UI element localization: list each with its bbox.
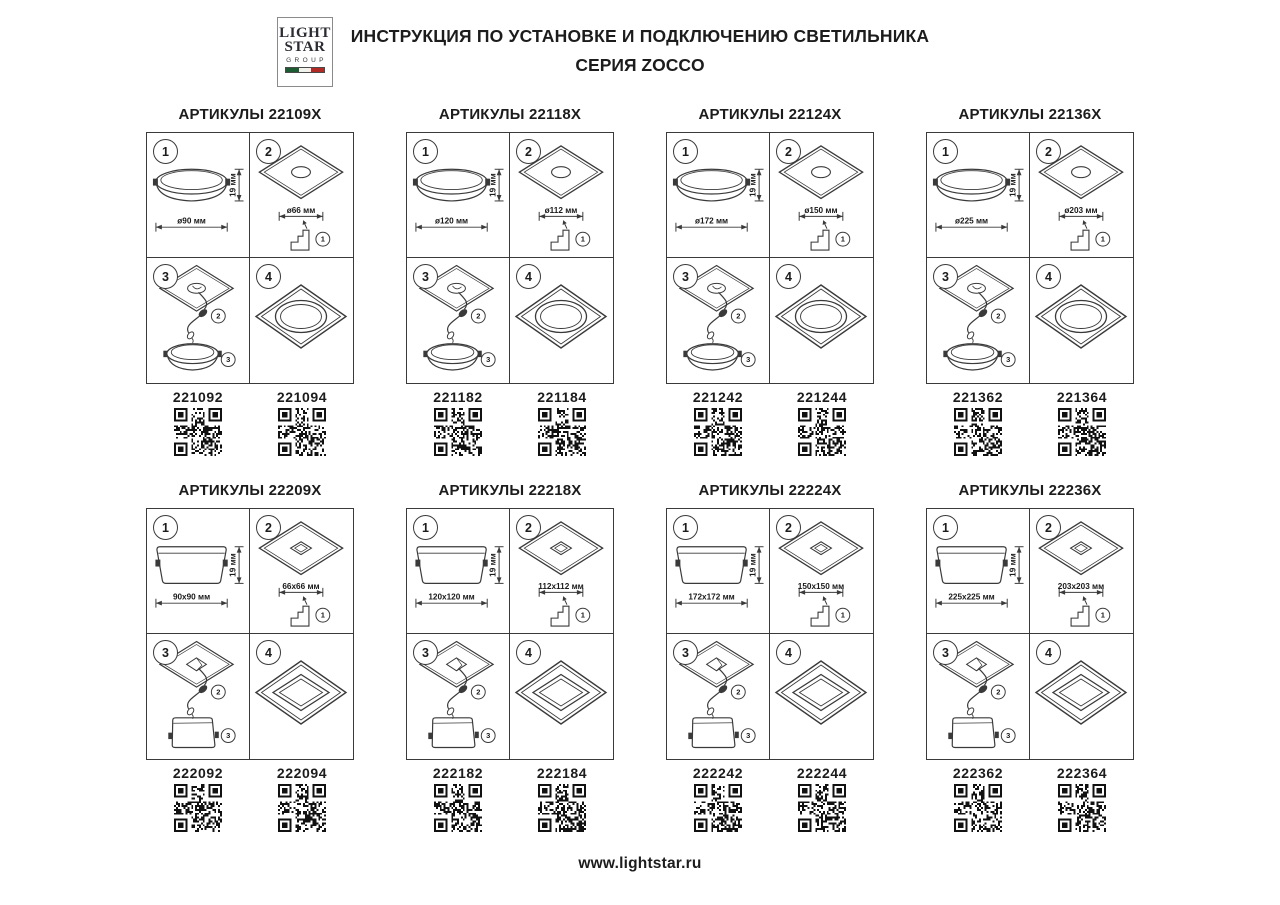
step4-installed-cell	[510, 634, 613, 759]
step1-fixture-dimensions-cell	[927, 509, 1030, 634]
dimension-label: 225x225 мм	[948, 592, 995, 602]
step2-ceiling-cutout-cell	[1030, 133, 1133, 258]
instruction-steps-box	[926, 508, 1134, 760]
article-number: 222184	[536, 765, 588, 781]
article-variant	[1030, 389, 1134, 456]
dimension-label: ø203 мм	[1064, 205, 1098, 215]
step-number-4: 4	[1036, 264, 1061, 289]
article-variant	[146, 389, 250, 456]
qr-code	[954, 408, 1002, 456]
dimension-label: ø120 мм	[435, 216, 469, 226]
article-number: 222362	[952, 765, 1004, 781]
step-number-1: 1	[673, 515, 698, 540]
step1-fixture-dimensions-cell	[667, 509, 770, 634]
step-number-2: 2	[516, 139, 541, 164]
qr-code	[174, 408, 222, 456]
step-number-2: 2	[256, 515, 281, 540]
article-variant	[770, 765, 874, 832]
dimension-label: 19 мм	[488, 173, 498, 197]
step-number-3: 3	[153, 640, 178, 665]
panel-articles-title: АРТИКУЛЫ 22124X	[698, 106, 842, 123]
step1-fixture-dimensions-cell	[927, 133, 1030, 258]
product-panel	[926, 482, 1134, 832]
dimension-label: ø150 мм	[804, 205, 838, 215]
step-number-2: 2	[256, 139, 281, 164]
step2-ceiling-cutout-cell	[510, 133, 613, 258]
qr-code	[278, 408, 326, 456]
dimension-label: ø225 мм	[955, 216, 989, 226]
callout-number: 2	[736, 687, 741, 697]
article-number: 222364	[1056, 765, 1108, 781]
callout-number: 1	[1100, 234, 1105, 244]
logo-text-star: STAR	[284, 38, 326, 55]
article-variant	[666, 389, 770, 456]
flag-red-segment	[311, 68, 324, 72]
article-number: 221242	[692, 389, 744, 405]
callout-number: 1	[1100, 610, 1105, 620]
article-codes-row	[146, 765, 354, 832]
article-variant	[406, 389, 510, 456]
article-variant	[250, 765, 354, 832]
dimension-label: ø172 мм	[695, 216, 729, 226]
dimension-label: 150x150 мм	[797, 581, 845, 591]
step3-wiring-cell	[667, 258, 770, 383]
dimension-label: ø112 мм	[544, 205, 578, 215]
article-variant	[406, 765, 510, 832]
product-panel	[146, 482, 354, 832]
step-number-4: 4	[776, 264, 801, 289]
callout-number: 2	[476, 687, 481, 697]
step3-wiring-cell	[927, 258, 1030, 383]
dimension-label: 19 мм	[1008, 173, 1018, 197]
callout-number: 2	[216, 687, 221, 697]
article-variant	[926, 389, 1030, 456]
dimension-label: 120x120 мм	[428, 592, 475, 602]
article-codes-row	[926, 389, 1134, 456]
callout-number: 2	[996, 687, 1001, 697]
flag-white-segment	[299, 68, 312, 72]
panel-articles-title: АРТИКУЛЫ 22209X	[178, 482, 322, 499]
qr-code	[694, 408, 742, 456]
panels-row-square-fixtures	[0, 482, 1280, 832]
product-panel	[406, 482, 614, 832]
step-number-3: 3	[673, 640, 698, 665]
step4-installed-cell	[770, 258, 873, 383]
logo-text-group: GROUP	[286, 56, 327, 64]
website-url: www.lightstar.ru	[578, 855, 702, 872]
step-number-4: 4	[516, 264, 541, 289]
logo-text-light: LIGHT	[279, 25, 331, 41]
step4-installed-cell	[1030, 258, 1133, 383]
article-variant	[770, 389, 874, 456]
step3-wiring-cell	[407, 258, 510, 383]
step2-ceiling-cutout-cell	[250, 133, 353, 258]
step-number-2: 2	[776, 515, 801, 540]
callout-number: 3	[1006, 355, 1011, 365]
dimension-label: 90x90 мм	[172, 592, 211, 602]
step-number-3: 3	[933, 264, 958, 289]
step1-fixture-dimensions-cell	[147, 133, 250, 258]
step-number-2: 2	[1036, 515, 1061, 540]
step1-fixture-dimensions-cell	[407, 509, 510, 634]
callout-number: 1	[320, 234, 325, 244]
qr-code	[1058, 784, 1106, 832]
step2-ceiling-cutout-cell	[770, 133, 873, 258]
step-number-1: 1	[673, 139, 698, 164]
callout-number: 2	[736, 311, 741, 321]
instruction-steps-box	[146, 132, 354, 384]
article-number: 221184	[537, 389, 587, 405]
panels-row-round-fixtures	[0, 106, 1280, 456]
step-number-2: 2	[1036, 139, 1061, 164]
qr-code	[694, 784, 742, 832]
article-codes-row	[146, 389, 354, 456]
callout-number: 2	[996, 311, 1001, 321]
article-number: 222182	[432, 765, 484, 781]
panel-articles-title: АРТИКУЛЫ 22224X	[698, 482, 842, 499]
product-panel	[146, 106, 354, 456]
step-number-1: 1	[413, 515, 438, 540]
dimension-label: 19 мм	[1008, 553, 1018, 577]
article-variant	[510, 389, 614, 456]
step-number-2: 2	[776, 139, 801, 164]
instruction-steps-box	[666, 132, 874, 384]
step1-fixture-dimensions-cell	[407, 133, 510, 258]
step-number-1: 1	[933, 515, 958, 540]
product-panel	[666, 106, 874, 456]
product-panel	[406, 106, 614, 456]
step4-installed-cell	[250, 258, 353, 383]
dimension-label: 19 мм	[748, 553, 758, 577]
callout-number: 2	[216, 311, 221, 321]
panel-articles-title: АРТИКУЛЫ 22109X	[178, 106, 322, 123]
step-number-4: 4	[256, 640, 281, 665]
article-number: 221094	[276, 389, 328, 405]
step4-installed-cell	[510, 258, 613, 383]
callout-number: 2	[476, 311, 481, 321]
step-number-3: 3	[413, 264, 438, 289]
article-variant	[250, 389, 354, 456]
instruction-steps-box	[666, 508, 874, 760]
title-block	[0, 0, 1280, 76]
callout-number: 3	[486, 355, 491, 365]
step4-installed-cell	[250, 634, 353, 759]
step3-wiring-cell	[407, 634, 510, 759]
step3-wiring-cell	[147, 258, 250, 383]
step-number-4: 4	[256, 264, 281, 289]
callout-number: 1	[320, 610, 325, 620]
step-number-3: 3	[933, 640, 958, 665]
step4-installed-cell	[1030, 634, 1133, 759]
dimension-label: ø90 мм	[177, 216, 206, 226]
step-number-1: 1	[153, 139, 178, 164]
step-number-4: 4	[1036, 640, 1061, 665]
italian-flag-bar	[285, 67, 325, 73]
callout-number: 3	[746, 731, 751, 741]
qr-code	[798, 408, 846, 456]
callout-number: 3	[226, 355, 231, 365]
article-variant	[926, 765, 1030, 832]
step-number-4: 4	[776, 640, 801, 665]
page-footer	[0, 855, 1280, 873]
dimension-label: ø66 мм	[286, 205, 316, 215]
article-number: 221244	[796, 389, 848, 405]
product-panel	[926, 106, 1134, 456]
qr-code	[174, 784, 222, 832]
article-codes-row	[666, 389, 874, 456]
instruction-steps-box	[406, 132, 614, 384]
step2-ceiling-cutout-cell	[250, 509, 353, 634]
article-number: 222092	[172, 765, 224, 781]
qr-code	[1058, 408, 1106, 456]
dimension-label: 203x203 мм	[1057, 581, 1105, 591]
dimension-label: 172x172 мм	[688, 592, 735, 602]
callout-number: 1	[840, 610, 845, 620]
flag-green-segment	[286, 68, 299, 72]
qr-code	[278, 784, 326, 832]
step-number-1: 1	[933, 139, 958, 164]
qr-code	[538, 784, 586, 832]
product-panel	[666, 482, 874, 832]
step3-wiring-cell	[667, 634, 770, 759]
step1-fixture-dimensions-cell	[147, 509, 250, 634]
step-number-4: 4	[516, 640, 541, 665]
dimension-label: 19 мм	[228, 173, 238, 197]
article-variant	[146, 765, 250, 832]
article-variant	[666, 765, 770, 832]
step-number-2: 2	[516, 515, 541, 540]
step-number-1: 1	[413, 139, 438, 164]
page-header	[0, 0, 1280, 94]
panel-articles-title: АРТИКУЛЫ 22236X	[958, 482, 1102, 499]
step2-ceiling-cutout-cell	[770, 509, 873, 634]
step-number-3: 3	[153, 264, 178, 289]
step3-wiring-cell	[927, 634, 1030, 759]
dimension-label: 19 мм	[748, 173, 758, 197]
callout-number: 3	[1006, 731, 1011, 741]
page-title: ИНСТРУКЦИЯ ПО УСТАНОВКЕ И ПОДКЛЮЧЕНИЮ СВЕТИЛЬНИКА	[350, 26, 930, 46]
callout-number: 3	[486, 731, 491, 741]
qr-code	[434, 408, 482, 456]
step2-ceiling-cutout-cell	[510, 509, 613, 634]
article-number: 222244	[796, 765, 848, 781]
dimension-label: 112x112 мм	[538, 581, 584, 591]
article-variant	[510, 765, 614, 832]
article-number: 222094	[276, 765, 328, 781]
qr-code	[954, 784, 1002, 832]
qr-code	[538, 408, 586, 456]
dimension-label: 19 мм	[488, 553, 498, 577]
step-number-3: 3	[673, 264, 698, 289]
instruction-steps-box	[926, 132, 1134, 384]
article-codes-row	[406, 389, 614, 456]
page-subtitle: СЕРИЯ ZOCCO	[575, 55, 705, 75]
lightstar-logo	[277, 17, 333, 87]
callout-number: 1	[840, 234, 845, 244]
article-codes-row	[666, 765, 874, 832]
step3-wiring-cell	[147, 634, 250, 759]
panel-articles-title: АРТИКУЛЫ 22118X	[438, 106, 582, 123]
article-number: 221092	[172, 389, 224, 405]
article-number: 221364	[1056, 389, 1108, 405]
instruction-steps-box	[146, 508, 354, 760]
panel-articles-title: АРТИКУЛЫ 22136X	[958, 106, 1102, 123]
qr-code	[798, 784, 846, 832]
article-codes-row	[926, 765, 1134, 832]
callout-number: 1	[580, 610, 585, 620]
step4-installed-cell	[770, 634, 873, 759]
panel-articles-title: АРТИКУЛЫ 22218X	[438, 482, 582, 499]
article-number: 221182	[433, 389, 483, 405]
callout-number: 3	[226, 731, 231, 741]
article-codes-row	[406, 765, 614, 832]
instruction-steps-box	[406, 508, 614, 760]
step-number-1: 1	[153, 515, 178, 540]
qr-code	[434, 784, 482, 832]
article-variant	[1030, 765, 1134, 832]
article-number: 221362	[952, 389, 1004, 405]
dimension-label: 19 мм	[228, 553, 238, 577]
step-number-3: 3	[413, 640, 438, 665]
dimension-label: 66x66 мм	[282, 581, 320, 591]
callout-number: 1	[580, 234, 585, 244]
step2-ceiling-cutout-cell	[1030, 509, 1133, 634]
article-number: 222242	[692, 765, 744, 781]
step1-fixture-dimensions-cell	[667, 133, 770, 258]
callout-number: 3	[746, 355, 751, 365]
